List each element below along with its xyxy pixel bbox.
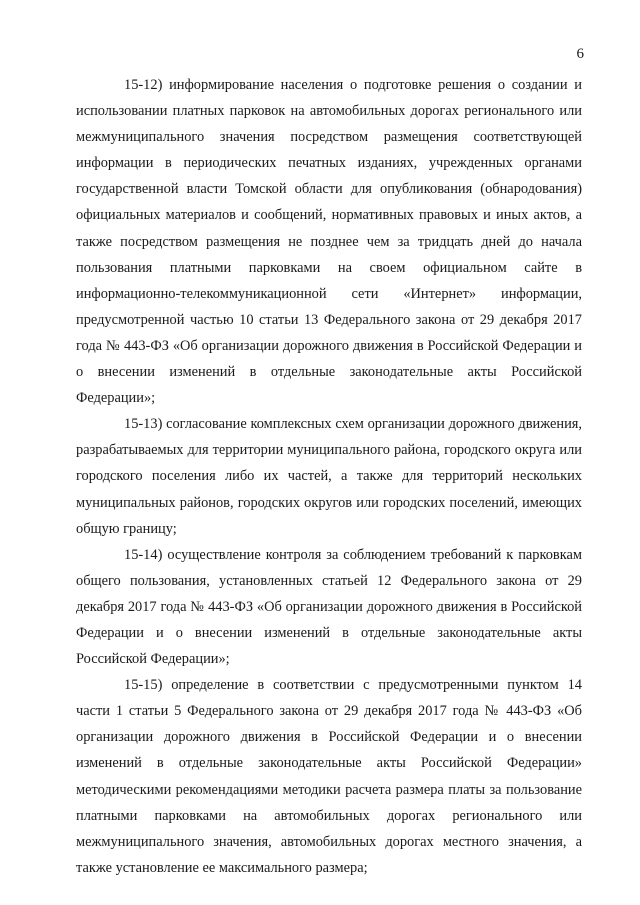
document-body xyxy=(76,72,582,881)
page-number: 6 xyxy=(576,46,584,62)
paragraph-15-13: 15-13) согласование комплексных схем организации дорожного движения, разрабатываемых для территории муниципального района, городского округа или городского поселения либо их частей, а также для территорий нескольких муниципальных районов, городских округов или городских поселений, имеющих общую границу; xyxy=(76,416,582,537)
paragraph-15-12: 15-12) информирование населения о подготовке решения о создании и использовании платных парковок на автомобильных дорогах регионального или межмуниципального значения посредством размещения соответствующей информации в периодических печатных изданиях, учрежденных органами государственной власти Томской области для опубликования (обнародования) официальных материалов и сообщений, нормативных правовых и иных актов, а также посредством размещения не позднее чем за тридцать дней до начала пользования платными парковками на своем официальном сайте в информационно-телекоммуникационной сети «Интернет» информации, предусмотренной частью 10 статьи 13 Федерального закона от 29 декабря 2017 года № 443-ФЗ «Об организации дорожного движения в Российской Федерации и о внесении изменений в отдельные законодательные акты Российской Федерации»; xyxy=(76,77,582,407)
paragraph-15-14: 15-14) осуществление контроля за соблюдением требований к парковкам общего пользования, установленных статьей 12 Федерального закона от 29 декабря 2017 года № 443-ФЗ «Об организации дорожного движения в Российской Федерации и о внесении изменений в отдельные законодательные акты Российской Федерации»; xyxy=(76,546,582,668)
paragraph-15-15: 15-15) определение в соответствии с предусмотренными пунктом 14 части 1 статьи 5 Федерального закона от 29 декабря 2017 года № 443-ФЗ «Об организации дорожного движения в Российской Федерации и о внесении изменений в отдельные законодательные акты Российской Федерации» методическими рекомендациями методики расчета размера платы за пользование платными парковками на автомобильных дорогах регионального или межмуниципального значения, автомобильных дорогах местного значения, а также установление ее максимального размера; xyxy=(76,677,582,876)
